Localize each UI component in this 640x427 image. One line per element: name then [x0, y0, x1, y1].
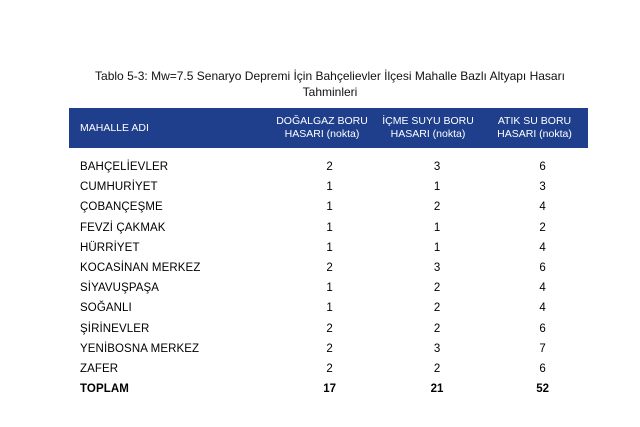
header-icme-suyu: [375, 108, 481, 148]
header-atik-su-line2: HASARI (nokta): [497, 128, 572, 140]
header-atik-su-line1: ATIK SU BORU: [497, 115, 572, 127]
cell-atik-su: 4: [539, 241, 546, 254]
cell-mahalle: KOCASİNAN MERKEZ: [80, 262, 201, 275]
cell-icme-suyu: 2: [433, 322, 441, 335]
cell-atik-su: 4: [539, 201, 546, 214]
cell-atik-su: 6: [539, 161, 546, 174]
cell-atik-su: 7: [539, 342, 546, 355]
cell-mahalle: ÇOBANÇEŞME: [80, 201, 163, 214]
total-icme-suyu: 21: [430, 383, 444, 396]
cell-atik-su: 6: [539, 362, 546, 375]
cell-mahalle: ZAFER: [80, 362, 119, 375]
table-row: [69, 238, 588, 258]
cell-dogalgaz: 2: [326, 362, 333, 375]
cell-dogalgaz: 1: [326, 221, 333, 234]
cell-icme-suyu: 3: [433, 342, 441, 355]
cell-dogalgaz: 1: [326, 241, 333, 254]
cell-mahalle: HÜRRİYET: [80, 241, 140, 254]
cell-icme-suyu: 2: [433, 282, 441, 295]
cell-mahalle: ŞİRİNEVLER: [80, 322, 150, 335]
cell-icme-suyu: 1: [433, 221, 441, 234]
cell-mahalle: YENİBOSNA MERKEZ: [80, 342, 200, 355]
damage-table: [69, 108, 588, 399]
cell-atik-su: 2: [539, 221, 546, 234]
total-label: TOPLAM: [80, 383, 129, 396]
total-row: [69, 379, 588, 399]
total-dogalgaz: 17: [323, 383, 336, 396]
header-dogalgaz: [269, 108, 375, 148]
table-row: [69, 218, 588, 238]
cell-atik-su: 4: [539, 282, 546, 295]
header-mahalle-adi: MAHALLE ADI: [80, 121, 149, 134]
table-body: [69, 157, 588, 399]
cell-dogalgaz: 1: [326, 282, 333, 295]
cell-mahalle: SOĞANLI: [80, 302, 132, 315]
header-icme-suyu-line1: İÇME SUYU BORU: [382, 115, 474, 127]
cell-icme-suyu: 3: [433, 161, 441, 174]
cell-dogalgaz: 2: [326, 322, 333, 335]
cell-atik-su: 4: [539, 302, 546, 315]
header-dogalgaz-line1: DOĞALGAZ BORU: [276, 115, 368, 127]
table-header: [69, 108, 588, 148]
table-caption: [60, 68, 600, 100]
cell-atik-su: 6: [539, 262, 546, 275]
cell-icme-suyu: 2: [433, 201, 441, 214]
cell-dogalgaz: 1: [326, 201, 333, 214]
cell-icme-suyu: 1: [433, 241, 441, 254]
table-row: [69, 319, 588, 339]
table-row: [69, 258, 588, 278]
cell-mahalle: FEVZİ ÇAKMAK: [80, 221, 166, 234]
cell-icme-suyu: 2: [433, 302, 441, 315]
header-atik-su: [481, 108, 588, 148]
cell-dogalgaz: 2: [326, 161, 333, 174]
table-row: [69, 278, 588, 298]
cell-dogalgaz: 2: [326, 262, 333, 275]
cell-mahalle: SİYAVUŞPAŞA: [80, 282, 160, 295]
cell-icme-suyu: 2: [433, 362, 441, 375]
table-row: [69, 157, 588, 177]
cell-atik-su: 3: [539, 181, 546, 194]
cell-mahalle: CUMHURİYET: [80, 181, 158, 194]
table-row: [69, 197, 588, 217]
table-row: [69, 298, 588, 318]
table-row: [69, 177, 588, 197]
cell-mahalle: BAHÇELİEVLER: [80, 161, 169, 174]
header-icme-suyu-line2: HASARI (nokta): [390, 128, 466, 140]
caption-line-2: Tahminleri: [302, 85, 358, 99]
caption-line-1: Tablo 5-3: Mw=7.5 Senaryo Depremi İçin Bahçelievler İlçesi Mahalle Bazlı Altyapı Hasarı: [95, 69, 565, 83]
cell-dogalgaz: 2: [326, 342, 333, 355]
cell-dogalgaz: 1: [326, 302, 333, 315]
header-dogalgaz-line2: HASARI (nokta): [284, 128, 360, 140]
cell-icme-suyu: 3: [433, 262, 441, 275]
total-atik-su: 52: [536, 383, 550, 396]
table-row: [69, 359, 588, 379]
cell-atik-su: 6: [539, 322, 546, 335]
table-row: [69, 339, 588, 359]
cell-dogalgaz: 1: [326, 181, 333, 194]
cell-icme-suyu: 1: [433, 181, 441, 194]
